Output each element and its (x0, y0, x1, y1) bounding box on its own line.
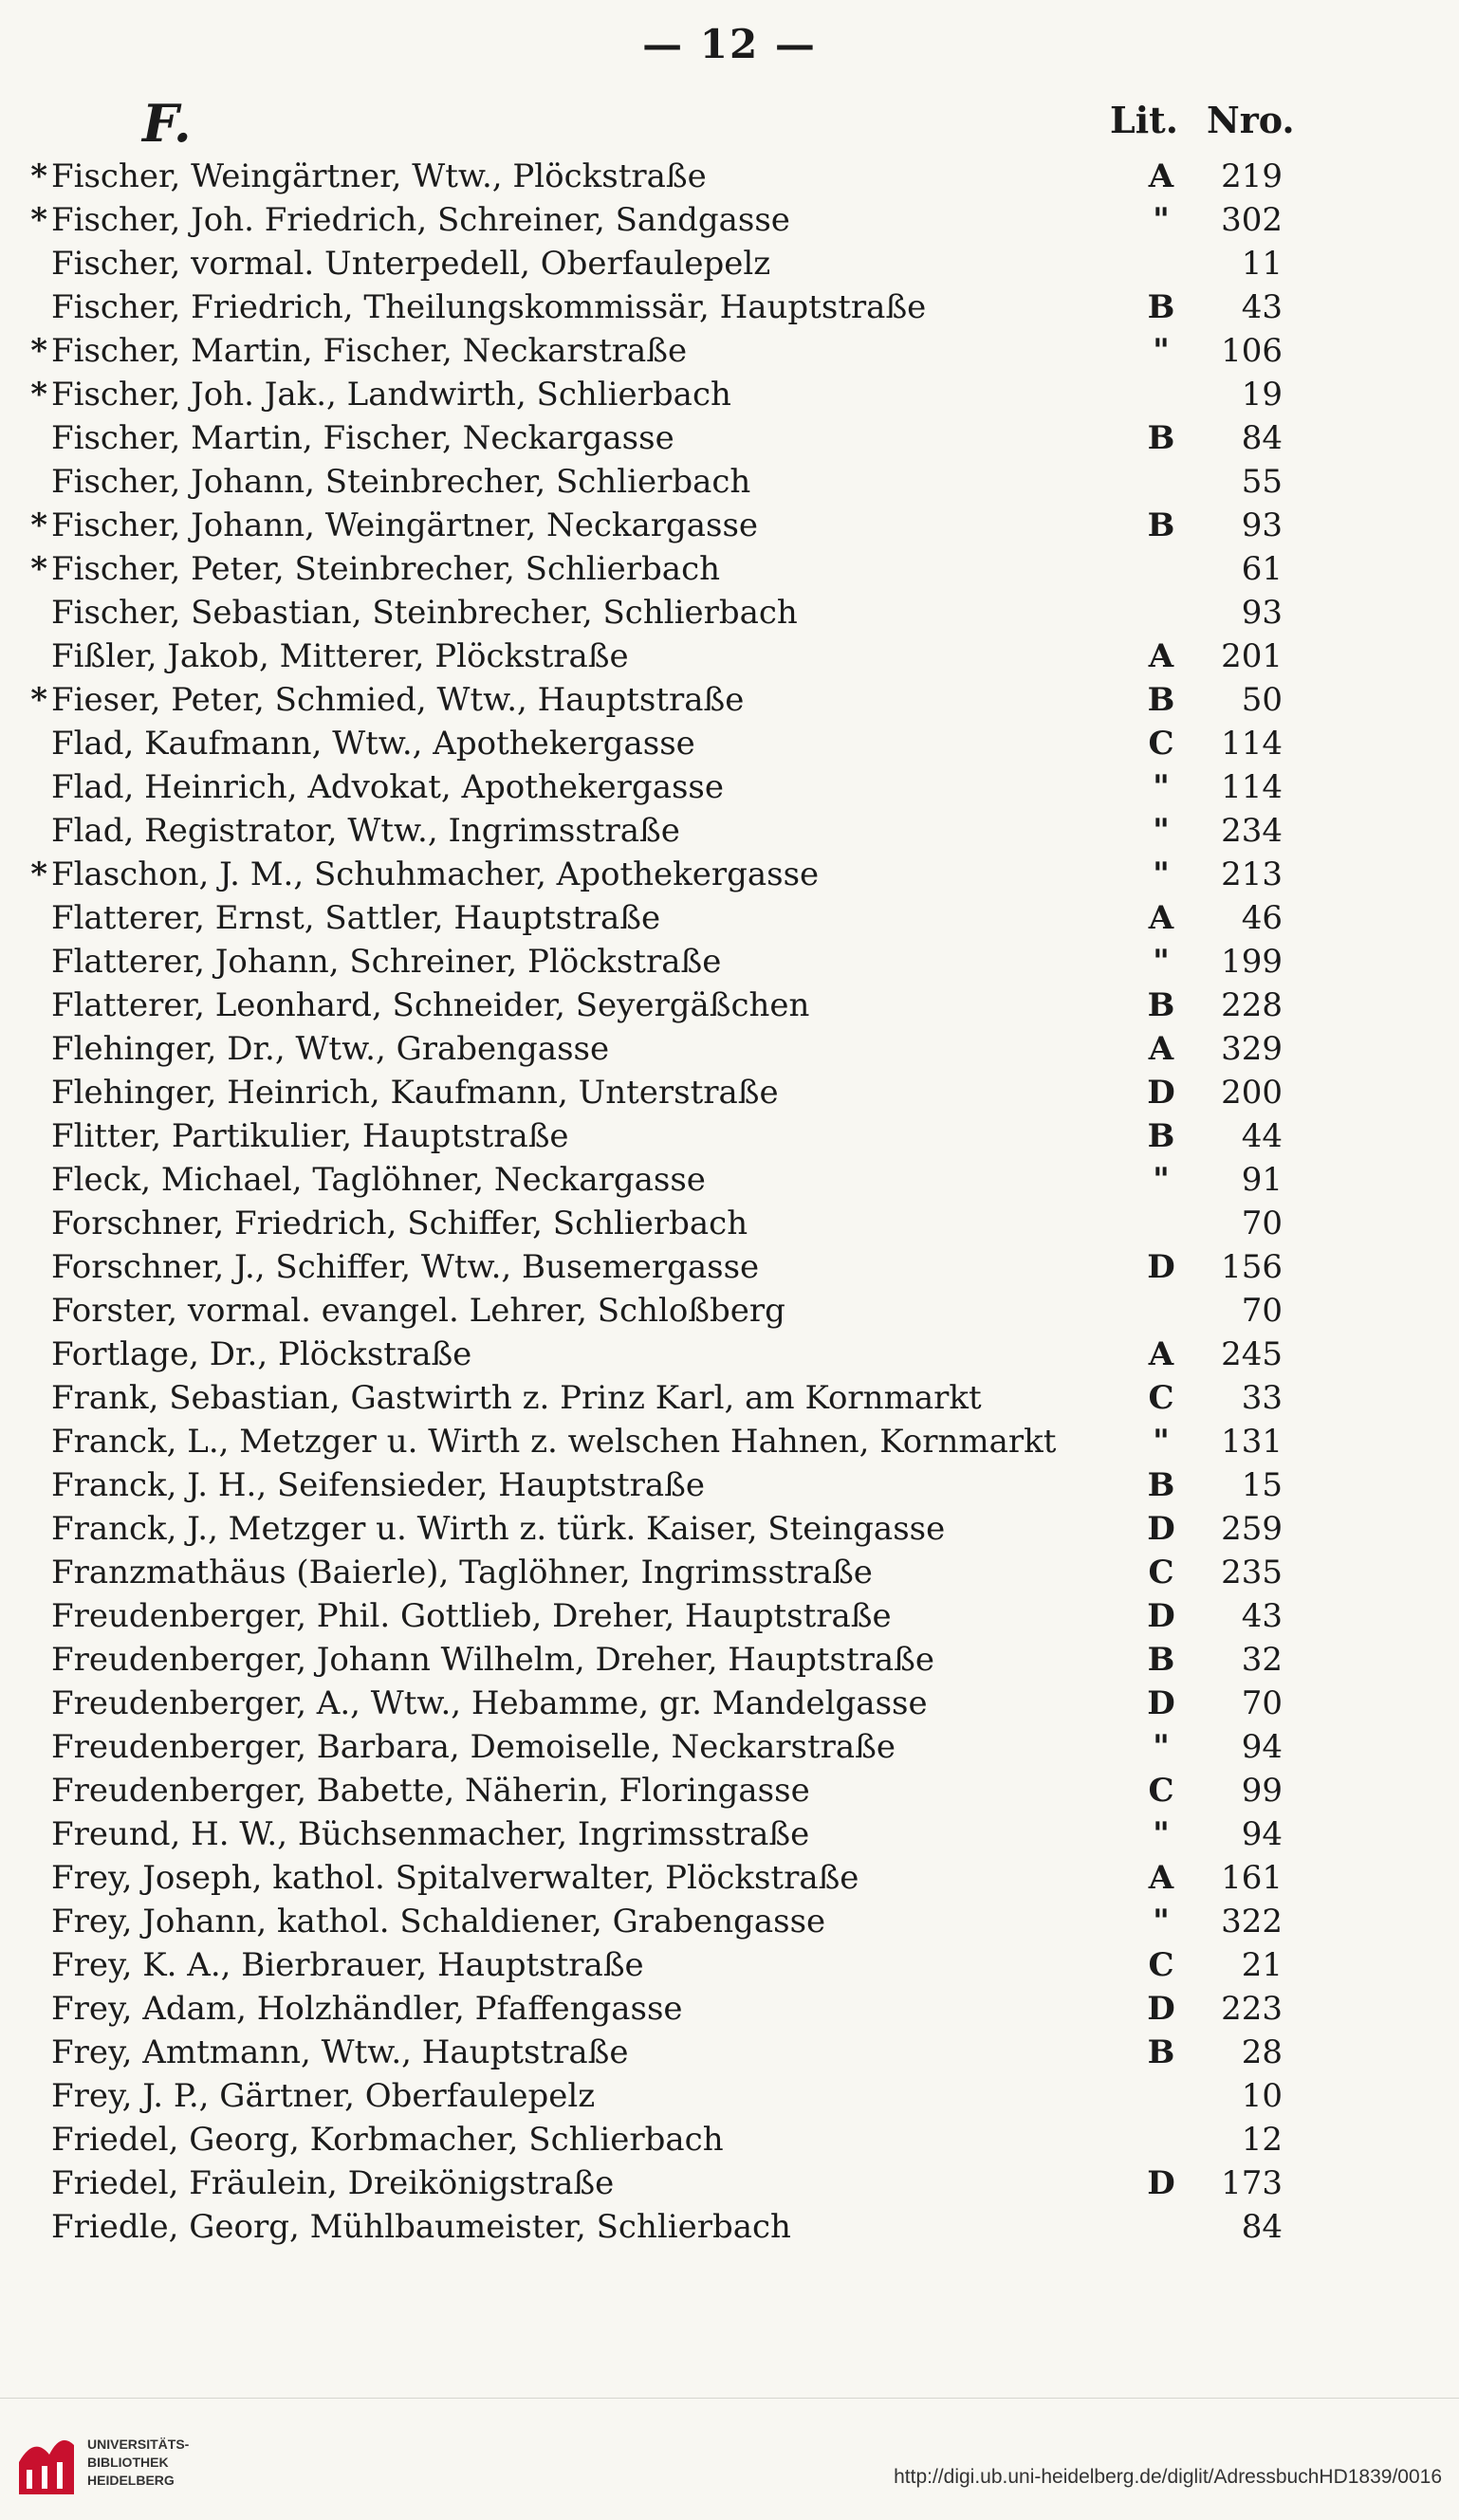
entry-lit: " (1153, 201, 1170, 239)
directory-entry (0, 1114, 1459, 1158)
entry-name: Franzmathäus (Baierle), Taglöhner, Ingrimsstraße (51, 1554, 873, 1591)
entry-name: Friedle, Georg, Mühlbaumeister, Schlierbach (51, 2208, 791, 2246)
entry-name: Fischer, Sebastian, Steinbrecher, Schlierbach (51, 594, 798, 632)
entry-name: Flehinger, Dr., Wtw., Grabengasse (51, 1030, 610, 1068)
directory-entry (0, 1943, 1459, 1987)
directory-entry (0, 329, 1459, 373)
entry-nro: 94 (1241, 1728, 1283, 1766)
entry-nro: 131 (1221, 1423, 1283, 1461)
entry-lit: " (1153, 1423, 1170, 1461)
entry-lit: A (1148, 1859, 1174, 1897)
library-logo-text (87, 2436, 189, 2490)
directory-entry (0, 1682, 1459, 1725)
entry-name: Flehinger, Heinrich, Kaufmann, Unterstraße (51, 1074, 779, 1112)
directory-entry (0, 2118, 1459, 2161)
entry-nro: 43 (1241, 1597, 1283, 1635)
entry-nro: 70 (1241, 1684, 1283, 1722)
directory-entry (0, 1594, 1459, 1638)
entry-name: Freudenberger, A., Wtw., Hebamme, gr. Mandelgasse (51, 1684, 928, 1722)
entry-lit: B (1147, 2033, 1175, 2071)
entry-lit: A (1148, 157, 1174, 195)
entry-lit: D (1147, 1074, 1175, 1112)
entry-name: Fieser, Peter, Schmied, Wtw., Hauptstraße (51, 681, 745, 719)
entry-name: Forschner, J., Schiffer, Wtw., Busemergasse (51, 1248, 760, 1286)
entry-lit: " (1153, 1903, 1170, 1941)
entry-nro: 99 (1241, 1772, 1283, 1810)
entry-lit: D (1147, 1510, 1175, 1548)
entry-nro: 228 (1221, 986, 1283, 1024)
entry-lit: " (1153, 812, 1170, 850)
entry-nro: 259 (1221, 1510, 1283, 1548)
entry-nro: 21 (1241, 1946, 1283, 1984)
entry-name: Fischer, Johann, Steinbrecher, Schlierbach (51, 463, 751, 501)
directory-entry (0, 722, 1459, 765)
directory-entry (0, 285, 1459, 329)
entry-nro: 156 (1221, 1248, 1283, 1286)
entry-name: Fischer, Johann, Weingärtner, Neckargasse (51, 506, 759, 544)
entry-nro: 61 (1241, 550, 1283, 588)
entry-name: Flatterer, Ernst, Sattler, Hauptstraße (51, 899, 661, 937)
column-header-row (0, 93, 1459, 154)
entry-name: Flad, Heinrich, Advokat, Apothekergasse (51, 768, 724, 806)
entry-name: Fischer, Peter, Steinbrecher, Schlierbach (51, 550, 721, 588)
directory-entry (0, 678, 1459, 722)
entry-name: Flad, Registrator, Wtw., Ingrimsstraße (51, 812, 680, 850)
entry-nro: 93 (1241, 506, 1283, 544)
entry-nro: 329 (1221, 1030, 1283, 1068)
entry-name: Frey, K. A., Bierbrauer, Hauptstraße (51, 1946, 644, 1984)
entry-name: Flatterer, Leonhard, Schneider, Seyergäßchen (51, 986, 810, 1024)
directory-entry (0, 1202, 1459, 1245)
directory-entry (0, 1856, 1459, 1900)
entry-nro: 19 (1241, 376, 1283, 414)
entry-nro: 50 (1241, 681, 1283, 719)
entry-name: Fischer, Friedrich, Theilungskommissär, Hauptstraße (51, 288, 927, 326)
entry-name: Friedel, Georg, Korbmacher, Schlierbach (51, 2121, 724, 2159)
entry-name: Flaschon, J. M., Schuhmacher, Apothekergasse (51, 855, 820, 893)
entry-name: Freudenberger, Babette, Näherin, Floringasse (51, 1772, 810, 1810)
directory-entry (0, 1463, 1459, 1507)
library-logo-icon (13, 2428, 80, 2502)
entry-lit: B (1147, 506, 1175, 544)
entry-nro: 43 (1241, 288, 1283, 326)
entry-name: Fortlage, Dr., Plöckstraße (51, 1335, 472, 1373)
entry-name: Frank, Sebastian, Gastwirth z. Prinz Karl, am Kornmarkt (51, 1379, 982, 1417)
entry-name: Fleck, Michael, Taglöhner, Neckargasse (51, 1161, 706, 1199)
directory-entry (0, 1420, 1459, 1463)
logo-line-3: HEIDELBERG (87, 2473, 175, 2488)
directory-entry (0, 1638, 1459, 1682)
entry-name: Franck, L., Metzger u. Wirth z. welschen Hahnen, Kornmarkt (51, 1423, 1057, 1461)
entry-nro: 201 (1221, 637, 1283, 675)
entry-name: Franck, J., Metzger u. Wirth z. türk. Kaiser, Steingasse (51, 1510, 946, 1548)
entry-lit: A (1148, 1335, 1174, 1373)
directory-entry (0, 1551, 1459, 1594)
entry-lit: " (1153, 943, 1170, 981)
source-url[interactable]: http://digi.ub.uni-heidelberg.de/diglit/AdressbuchHD1839/0016 (894, 2466, 1442, 2488)
entry-nro: 245 (1221, 1335, 1283, 1373)
entry-nro: 213 (1221, 855, 1283, 893)
directory-entry-list (0, 155, 1459, 2249)
entry-nro: 84 (1241, 2208, 1283, 2246)
entry-nro: 28 (1241, 2033, 1283, 2071)
entry-star: * (30, 550, 47, 588)
directory-entry (0, 416, 1459, 460)
entry-lit: B (1147, 288, 1175, 326)
directory-entry (0, 2161, 1459, 2205)
entry-nro: 15 (1241, 1466, 1283, 1504)
directory-entry (0, 1158, 1459, 1202)
directory-entry (0, 940, 1459, 984)
entry-nro: 199 (1221, 943, 1283, 981)
entry-nro: 70 (1241, 1205, 1283, 1242)
entry-nro: 114 (1221, 768, 1283, 806)
entry-nro: 12 (1241, 2121, 1283, 2159)
entry-name: Frey, J. P., Gärtner, Oberfaulepelz (51, 2077, 596, 2115)
directory-entry (0, 460, 1459, 504)
entry-name: Flad, Kaufmann, Wtw., Apothekergasse (51, 725, 695, 763)
directory-entry (0, 155, 1459, 198)
entry-nro: 33 (1241, 1379, 1283, 1417)
entry-nro: 106 (1221, 332, 1283, 370)
entry-lit: C (1148, 1379, 1174, 1417)
entry-name: Friedel, Fräulein, Dreikönigstraße (51, 2164, 615, 2202)
entry-lit: A (1148, 637, 1174, 675)
entry-name: Fischer, Martin, Fischer, Neckargasse (51, 419, 674, 457)
directory-entry (0, 1812, 1459, 1856)
entry-name: Flitter, Partikulier, Hauptstraße (51, 1117, 569, 1155)
entry-lit: C (1148, 1772, 1174, 1810)
directory-entry (0, 1071, 1459, 1114)
entry-name: Frey, Amtmann, Wtw., Hauptstraße (51, 2033, 629, 2071)
entry-lit: C (1148, 1554, 1174, 1591)
column-header-nro: Nro. (1207, 99, 1295, 141)
entry-star: * (30, 855, 47, 893)
column-header-lit: Lit. (1110, 99, 1178, 141)
directory-entry (0, 1507, 1459, 1551)
entry-star: * (30, 506, 47, 544)
directory-entry (0, 2074, 1459, 2118)
entry-name: Freudenberger, Johann Wilhelm, Dreher, Hauptstraße (51, 1641, 935, 1679)
entry-name: Fischer, vormal. Unterpedell, Oberfaulepelz (51, 245, 771, 283)
directory-entry (0, 809, 1459, 853)
entry-name: Freund, H. W., Büchsenmacher, Ingrimsstraße (51, 1815, 810, 1853)
entry-nro: 32 (1241, 1641, 1283, 1679)
entry-lit: B (1147, 681, 1175, 719)
entry-star: * (30, 157, 47, 195)
directory-entry (0, 591, 1459, 635)
directory-entry (0, 504, 1459, 547)
entry-nro: 84 (1241, 419, 1283, 457)
entry-name: Fischer, Martin, Fischer, Neckarstraße (51, 332, 688, 370)
entry-lit: B (1147, 1641, 1175, 1679)
directory-entry (0, 2031, 1459, 2074)
entry-lit: C (1148, 725, 1174, 763)
directory-entry (0, 1027, 1459, 1071)
entry-name: Forster, vormal. evangel. Lehrer, Schloßberg (51, 1292, 785, 1330)
entry-lit: B (1147, 986, 1175, 1024)
entry-name: Fischer, Joh. Friedrich, Schreiner, Sandgasse (51, 201, 790, 239)
directory-entry (0, 1333, 1459, 1376)
entry-nro: 302 (1221, 201, 1283, 239)
entry-nro: 200 (1221, 1074, 1283, 1112)
footer-divider (0, 2398, 1459, 2399)
entry-name: Frey, Johann, kathol. Schaldiener, Grabengasse (51, 1903, 826, 1941)
entry-name: Fißler, Jakob, Mitterer, Plöckstraße (51, 637, 629, 675)
directory-entry (0, 635, 1459, 678)
entry-name: Franck, J. H., Seifensieder, Hauptstraße (51, 1466, 706, 1504)
entry-nro: 219 (1221, 157, 1283, 195)
entry-nro: 11 (1241, 245, 1283, 283)
entry-lit: " (1153, 1161, 1170, 1199)
entry-lit: " (1153, 332, 1170, 370)
directory-entry (0, 1376, 1459, 1420)
directory-entry (0, 242, 1459, 285)
entry-name: Frey, Joseph, kathol. Spitalverwalter, Plöckstraße (51, 1859, 859, 1897)
entry-name: Fischer, Joh. Jak., Landwirth, Schlierbach (51, 376, 731, 414)
directory-entry (0, 547, 1459, 591)
directory-entry (0, 765, 1459, 809)
entry-name: Freudenberger, Barbara, Demoiselle, Neckarstraße (51, 1728, 896, 1766)
entry-name: Frey, Adam, Holzhändler, Pfaffengasse (51, 1990, 683, 2028)
entry-nro: 234 (1221, 812, 1283, 850)
entry-star: * (30, 201, 47, 239)
directory-entry (0, 984, 1459, 1027)
entry-lit: B (1147, 1117, 1175, 1155)
entry-star: * (30, 332, 47, 370)
entry-nro: 10 (1241, 2077, 1283, 2115)
directory-entry (0, 373, 1459, 416)
entry-name: Freudenberger, Phil. Gottlieb, Dreher, Hauptstraße (51, 1597, 892, 1635)
entry-name: Forschner, Friedrich, Schiffer, Schlierbach (51, 1205, 748, 1242)
entry-star: * (30, 681, 47, 719)
directory-entry (0, 896, 1459, 940)
directory-entry (0, 1987, 1459, 2031)
page-number: — 12 — (642, 21, 817, 67)
entry-star: * (30, 376, 47, 414)
entry-lit: B (1147, 419, 1175, 457)
entry-lit: " (1153, 855, 1170, 893)
entry-lit: " (1153, 1815, 1170, 1853)
entry-nro: 235 (1221, 1554, 1283, 1591)
entry-lit: D (1147, 1248, 1175, 1286)
entry-name: Flatterer, Johann, Schreiner, Plöckstraße (51, 943, 722, 981)
entry-nro: 93 (1241, 594, 1283, 632)
entry-lit: D (1147, 1684, 1175, 1722)
entry-name: Fischer, Weingärtner, Wtw., Plöckstraße (51, 157, 707, 195)
directory-entry (0, 198, 1459, 242)
entry-lit: D (1147, 2164, 1175, 2202)
entry-nro: 161 (1221, 1859, 1283, 1897)
entry-lit: " (1153, 768, 1170, 806)
entry-lit: A (1148, 1030, 1174, 1068)
entry-nro: 46 (1241, 899, 1283, 937)
entry-nro: 91 (1241, 1161, 1283, 1199)
directory-entry (0, 1289, 1459, 1333)
entry-lit: B (1147, 1466, 1175, 1504)
entry-lit: C (1148, 1946, 1174, 1984)
library-logo (9, 2428, 237, 2504)
entry-nro: 173 (1221, 2164, 1283, 2202)
entry-nro: 322 (1221, 1903, 1283, 1941)
entry-lit: D (1147, 1597, 1175, 1635)
entry-lit: D (1147, 1990, 1175, 2028)
entry-nro: 94 (1241, 1815, 1283, 1853)
directory-entry (0, 1245, 1459, 1289)
entry-lit: " (1153, 1728, 1170, 1766)
directory-entry (0, 853, 1459, 896)
entry-nro: 44 (1241, 1117, 1283, 1155)
directory-entry (0, 1769, 1459, 1812)
entry-nro: 55 (1241, 463, 1283, 501)
directory-entry (0, 1725, 1459, 1769)
logo-line-2: BIBLIOTHEK (87, 2455, 169, 2470)
section-letter: F. (142, 93, 192, 154)
logo-line-1: UNIVERSITÄTS- (87, 2437, 190, 2452)
directory-entry (0, 2205, 1459, 2249)
directory-entry (0, 1900, 1459, 1943)
entry-lit: A (1148, 899, 1174, 937)
entry-nro: 114 (1221, 725, 1283, 763)
entry-nro: 223 (1221, 1990, 1283, 2028)
entry-nro: 70 (1241, 1292, 1283, 1330)
